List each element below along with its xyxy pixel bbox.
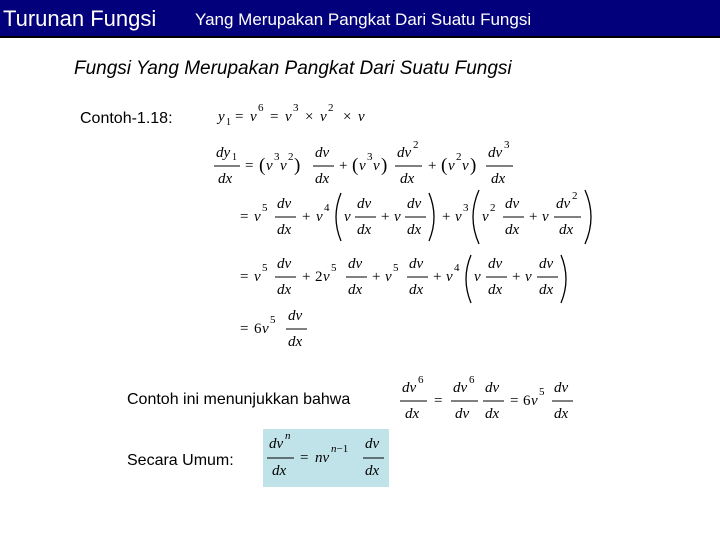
page-title: Turunan Fungsi: [3, 6, 157, 31]
svg-text:6: 6: [254, 321, 262, 337]
svg-text:): ): [294, 155, 301, 176]
svg-text:4: 4: [454, 262, 460, 274]
svg-text:+: +: [433, 269, 442, 285]
svg-text:dv: dv: [277, 196, 292, 212]
svg-text:dv: dv: [453, 380, 468, 396]
svg-text:dx: dx: [400, 171, 415, 187]
formula-result: [400, 374, 573, 422]
svg-text:dv: dv: [409, 256, 424, 272]
svg-text:+: +: [381, 209, 390, 225]
svg-text:dv: dv: [407, 196, 422, 212]
svg-text:dv: dv: [402, 380, 417, 396]
svg-text:2: 2: [413, 139, 419, 151]
svg-text:dx: dx: [277, 282, 292, 298]
svg-text:+: +: [372, 269, 381, 285]
svg-text:=: =: [240, 209, 249, 225]
section-subtitle: Fungsi Yang Merupakan Pangkat Dari Suatu Fungsi: [74, 58, 512, 79]
svg-text:=: =: [240, 321, 249, 337]
svg-text:(: (: [441, 155, 448, 176]
svg-text:3: 3: [367, 151, 373, 163]
svg-text:dv: dv: [365, 436, 380, 452]
formula-line-2: [240, 190, 591, 244]
svg-text:dv: dv: [348, 256, 363, 272]
svg-text:dx: dx: [559, 222, 574, 238]
svg-text:2: 2: [315, 269, 323, 285]
svg-text:=: =: [270, 109, 279, 125]
svg-text:=: =: [240, 269, 249, 285]
shows-text: Contoh ini menunjukkan bahwa: [127, 391, 351, 408]
svg-text:+: +: [512, 269, 521, 285]
svg-text:+: +: [428, 158, 437, 174]
svg-text:dv: dv: [539, 256, 554, 272]
formula-line-1: [214, 139, 513, 187]
svg-text:dx: dx: [357, 222, 372, 238]
svg-text:v: v: [474, 269, 481, 285]
svg-text:=: =: [235, 109, 244, 125]
svg-text:v: v: [358, 109, 365, 125]
svg-text:dv: dv: [505, 196, 520, 212]
svg-text:dv: dv: [488, 145, 503, 161]
svg-text:dv: dv: [554, 380, 569, 396]
svg-text:dx: dx: [365, 463, 380, 479]
svg-text:v: v: [344, 209, 351, 225]
svg-text:+: +: [302, 209, 311, 225]
svg-text:3: 3: [274, 151, 280, 163]
svg-text:×: ×: [305, 109, 314, 125]
svg-text:5: 5: [270, 314, 276, 326]
svg-text:): ): [381, 155, 388, 176]
page-title-rest: Yang Merupakan Pangkat Dari Suatu Fungsi: [195, 10, 532, 29]
formula-line-4: [240, 308, 307, 350]
svg-text:×: ×: [343, 109, 352, 125]
svg-text:v: v: [482, 209, 489, 225]
svg-text:v: v: [462, 158, 469, 174]
svg-text:v: v: [455, 209, 462, 225]
svg-text:v: v: [254, 269, 261, 285]
svg-text:6: 6: [523, 393, 531, 409]
svg-text:dx: dx: [488, 282, 503, 298]
svg-text:dx: dx: [218, 171, 233, 187]
svg-text:dv: dv: [315, 145, 330, 161]
svg-text:dx: dx: [405, 406, 420, 422]
svg-text:dy: dy: [216, 145, 231, 161]
svg-text:n−1: n−1: [331, 443, 349, 455]
svg-text:dx: dx: [539, 282, 554, 298]
svg-text:dv: dv: [269, 436, 284, 452]
svg-text:=: =: [510, 393, 519, 409]
svg-text:dx: dx: [272, 463, 287, 479]
svg-text:dv: dv: [488, 256, 503, 272]
svg-text:v: v: [254, 209, 261, 225]
svg-text:y: y: [218, 109, 225, 125]
general-label: Secara Umum:: [127, 452, 234, 469]
svg-text:dx: dx: [409, 282, 424, 298]
svg-text:dx: dx: [554, 406, 569, 422]
formula-definition: [216, 102, 365, 128]
svg-text:dx: dx: [407, 222, 422, 238]
svg-text:v: v: [250, 109, 257, 125]
svg-text:v: v: [359, 158, 366, 174]
svg-text:dx: dx: [485, 406, 500, 422]
svg-text:n: n: [285, 430, 291, 442]
svg-text:+: +: [302, 269, 311, 285]
formula-line-3: [240, 255, 566, 303]
svg-text:(: (: [259, 155, 266, 176]
svg-text:v: v: [262, 321, 269, 337]
svg-text:v: v: [446, 269, 453, 285]
svg-text:5: 5: [539, 386, 545, 398]
svg-text:v: v: [266, 158, 273, 174]
svg-text:2: 2: [490, 202, 496, 214]
svg-text:1: 1: [232, 152, 237, 163]
svg-text:=: =: [245, 158, 254, 174]
svg-text:5: 5: [393, 262, 399, 274]
svg-text:dx: dx: [348, 282, 363, 298]
svg-text:=: =: [434, 393, 443, 409]
svg-text:dv: dv: [357, 196, 372, 212]
svg-text:dx: dx: [277, 222, 292, 238]
svg-text:v: v: [525, 269, 532, 285]
svg-text:2: 2: [288, 151, 294, 163]
svg-text:v: v: [280, 158, 287, 174]
svg-text:=: =: [300, 450, 309, 466]
svg-text:+: +: [442, 209, 451, 225]
svg-text:2: 2: [572, 190, 578, 202]
svg-text:dx: dx: [505, 222, 520, 238]
svg-text:6: 6: [469, 374, 475, 386]
svg-text:v: v: [542, 209, 549, 225]
svg-text:v: v: [373, 158, 380, 174]
svg-text:v: v: [320, 109, 327, 125]
svg-text:3: 3: [293, 102, 299, 114]
svg-text:+: +: [529, 209, 538, 225]
svg-text:): ): [470, 155, 477, 176]
svg-text:4: 4: [324, 202, 330, 214]
svg-text:v: v: [448, 158, 455, 174]
svg-text:6: 6: [418, 374, 424, 386]
svg-text:(: (: [352, 155, 359, 176]
svg-text:dx: dx: [288, 334, 303, 350]
svg-text:dv: dv: [455, 406, 470, 422]
svg-text:5: 5: [262, 202, 268, 214]
svg-text:dv: dv: [485, 380, 500, 396]
svg-text:6: 6: [258, 102, 264, 114]
example-label: Contoh-1.18:: [80, 110, 173, 127]
svg-text:v: v: [385, 269, 392, 285]
svg-text:v: v: [316, 209, 323, 225]
svg-text:dx: dx: [491, 171, 506, 187]
svg-text:3: 3: [463, 202, 469, 214]
svg-text:1: 1: [226, 117, 231, 128]
svg-text:v: v: [285, 109, 292, 125]
svg-text:v: v: [323, 269, 330, 285]
svg-text:v: v: [394, 209, 401, 225]
svg-text:dx: dx: [315, 171, 330, 187]
svg-text:dv: dv: [556, 196, 571, 212]
general-formula: [263, 429, 389, 487]
svg-text:dv: dv: [277, 256, 292, 272]
svg-text:3: 3: [504, 139, 510, 151]
svg-text:dv: dv: [397, 145, 412, 161]
svg-text:5: 5: [262, 262, 268, 274]
svg-text:2: 2: [328, 102, 334, 114]
svg-text:+: +: [339, 158, 348, 174]
svg-text:dv: dv: [288, 308, 303, 324]
svg-text:2: 2: [456, 151, 462, 163]
svg-text:v: v: [531, 393, 538, 409]
svg-text:nv: nv: [315, 450, 330, 466]
svg-text:5: 5: [331, 262, 337, 274]
